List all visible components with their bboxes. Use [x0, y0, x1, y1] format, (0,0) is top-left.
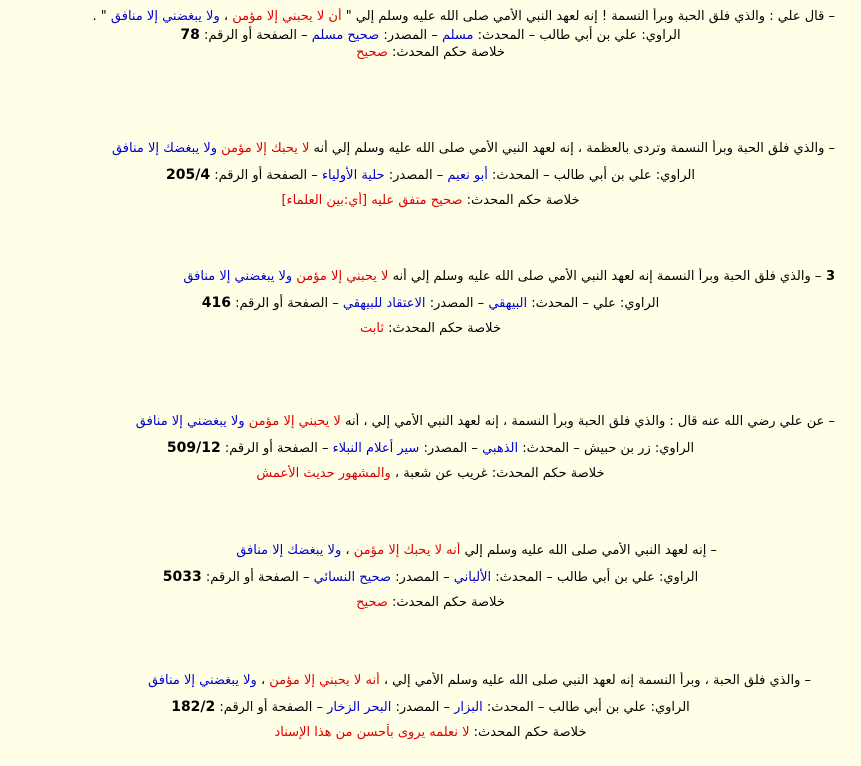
page-label: الصفحة أو الرقم:: [235, 296, 329, 311]
muhaddith-label: المحدث:: [531, 296, 579, 311]
page-label: الصفحة أو الرقم:: [214, 168, 308, 183]
hadith-highlight-red: أن لا يحبني إلا مؤمن: [232, 9, 342, 24]
hadith-highlight-blue: ولا يبغضني إلا منافق: [183, 269, 293, 284]
hadith-entry: [0, 268, 861, 338]
hadith-entry: [0, 413, 861, 483]
narrator-label: الراوي:: [650, 700, 690, 715]
hadith-text: [0, 542, 861, 560]
hadith-entry: [0, 542, 861, 612]
page-label: الصفحة أو الرقم:: [204, 28, 297, 43]
verdict-label: خلاصة حكم المحدث:: [392, 45, 505, 60]
muhaddith-label: المحدث:: [495, 570, 543, 585]
hadith-text-segment: " .: [92, 9, 111, 24]
source-link[interactable]: البحر الزخار: [327, 700, 392, 715]
page-label: الصفحة أو الرقم:: [219, 700, 313, 715]
muhaddith-label: المحدث:: [522, 441, 570, 456]
verdict-label: خلاصة حكم المحدث:: [392, 595, 505, 610]
hadith-text-segment: – قال علي : والذي فلق الحبة وبرأ النسمة ! إنه لعهد النبي الأمي صلى الله عليه وسلم إلي ": [341, 9, 835, 24]
hadith-highlight-blue: ولا يبغضني إلا منافق: [110, 9, 220, 24]
hadith-text: [0, 8, 861, 26]
hadith-text: [0, 268, 861, 286]
source-label: المصدر:: [423, 441, 468, 456]
source-link[interactable]: حلية الأولياء: [321, 168, 385, 183]
verdict-value: لا نعلمه يروى بأحسن من هذا الإسناد: [274, 725, 470, 740]
muhaddith-link[interactable]: مسلم: [441, 28, 474, 43]
narrator: علي بن أبي طالب: [553, 168, 652, 183]
hadith-text-segment: ،: [256, 673, 270, 688]
hadith-text-segment: ،: [341, 543, 354, 558]
hadith-highlight-blue: ولا يبغضك إلا منافق: [236, 543, 342, 558]
page-number: 416: [201, 295, 231, 311]
hadith-text: [0, 672, 861, 690]
verdict-value-highlight: والمشهور حديث الأعمش: [256, 466, 391, 481]
hadith-meta: الراوي: علي بن أبي طالب – المحدث: أبو نعيم – المصدر: حلية الأولياء – الصفحة أو الرقم: 205/4: [166, 167, 695, 183]
verdict-label: خلاصة حكم المحدث:: [388, 321, 501, 336]
hadith-entry: [0, 672, 861, 742]
hadith-text-segment: – عن علي رضي الله عنه قال : والذي فلق الحبة وبرأ النسمة ، إنه لعهد النبي الأمي إلي ، أنه: [340, 414, 835, 429]
page-number: 78: [180, 27, 200, 43]
narrator-label: الراوي:: [659, 570, 699, 585]
hadith-highlight-red: لا يحبك إلا مؤمن: [221, 141, 310, 156]
verdict-value: غريب عن شعبة ،: [390, 466, 488, 481]
muhaddith-link[interactable]: البزار: [454, 700, 483, 715]
page-number: 205/4: [166, 167, 211, 183]
narrator-label: الراوي:: [620, 296, 660, 311]
hadith-meta: الراوي: علي – المحدث: البيهقي – المصدر: الاعتقاد للبيهقي – الصفحة أو الرقم: 416: [201, 295, 660, 311]
source-label: المصدر:: [429, 296, 474, 311]
verdict-label: خلاصة حكم المحدث:: [466, 193, 580, 208]
muhaddith-link[interactable]: الذهبي: [482, 441, 519, 456]
hadith-highlight-red: أنه لا يحبك إلا مؤمن: [353, 543, 461, 558]
hadith-text-segment: – والذي فلق الحبة وبرأ النسمة إنه لعهد النبي الأمي صلى الله عليه وسلم إلي أنه: [388, 269, 822, 284]
narrator-label: الراوي:: [655, 168, 695, 183]
muhaddith-link[interactable]: البيهقي: [488, 296, 528, 311]
narrator: علي بن أبي طالب: [556, 570, 655, 585]
muhaddith-label: المحدث:: [492, 168, 539, 183]
hadith-highlight-blue: ولا يبغضني إلا منافق: [147, 673, 257, 688]
page-number: 182/2: [171, 699, 216, 715]
hadith-highlight-blue: ولا يبغضك إلا منافق: [111, 141, 218, 156]
hadith-verdict: [0, 724, 861, 742]
verdict-label: خلاصة حكم المحدث:: [473, 725, 587, 740]
muhaddith-link[interactable]: الألباني: [453, 570, 492, 585]
verdict-value: صحيح: [356, 45, 388, 60]
source-label: المصدر:: [395, 700, 440, 715]
hadith-entry: [0, 140, 861, 210]
hadith-verdict: [0, 320, 861, 338]
source-link[interactable]: سير أعلام النبلاء: [332, 441, 420, 456]
source-link[interactable]: صحيح النسائي: [313, 570, 392, 585]
hadith-verdict: [0, 44, 861, 62]
narrator: زر بن حبيش: [583, 441, 651, 456]
source-link[interactable]: صحيح مسلم: [311, 28, 380, 43]
page-label: الصفحة أو الرقم:: [205, 570, 299, 585]
hadith-highlight-blue: ولا يبغضني إلا منافق: [135, 414, 245, 429]
hadith-meta: الراوي: علي بن أبي طالب – المحدث: البزار – المصدر: البحر الزخار – الصفحة أو الرقم: 182/2: [171, 699, 690, 715]
verdict-value: صحيح متفق عليه [أي:بين العلماء]: [281, 193, 463, 208]
narrator: علي بن أبي طالب: [548, 700, 647, 715]
hadith-highlight-bold: 3: [821, 269, 835, 284]
hadith-verdict: [0, 465, 861, 483]
verdict-value: صحيح: [356, 595, 388, 610]
source-label: المصدر:: [383, 28, 428, 43]
hadith-verdict: [0, 192, 861, 210]
hadith-verdict: [0, 594, 861, 612]
source-label: المصدر:: [388, 168, 433, 183]
muhaddith-label: المحدث:: [486, 700, 534, 715]
hadith-text-segment: – والذي فلق الحبة ، وبرأ النسمة إنه لعهد النبي صلى الله عليه وسلم الأمي إلي ،: [379, 673, 811, 688]
source-link[interactable]: الاعتقاد للبيهقي: [342, 296, 426, 311]
page-label: الصفحة أو الرقم:: [224, 441, 318, 456]
hadith-text: [0, 140, 861, 158]
verdict-value: ثابت: [360, 321, 384, 336]
hadith-meta: الراوي: علي بن أبي طالب – المحدث: الألباني – المصدر: صحيح النسائي – الصفحة أو الرقم: 5033: [162, 569, 699, 585]
narrator: علي: [592, 296, 616, 311]
hadith-highlight-red: لا يحبني إلا مؤمن: [296, 269, 389, 284]
hadith-highlight-red: لا يحبني إلا مؤمن: [248, 414, 341, 429]
hadith-text-segment: ،: [219, 9, 233, 24]
hadith-highlight-red: أنه لا يحبني إلا مؤمن: [269, 673, 380, 688]
hadith-meta: الراوي: زر بن حبيش – المحدث: الذهبي – المصدر: سير أعلام النبلاء – الصفحة أو الرقم: 509/12: [166, 440, 695, 456]
page-number: 5033: [162, 569, 202, 585]
hadith-text: [0, 413, 861, 431]
page-number: 509/12: [166, 440, 221, 456]
hadith-entry: [0, 8, 861, 62]
hadith-meta: الراوي: علي بن أبي طالب – المحدث: مسلم – المصدر: صحيح مسلم – الصفحة أو الرقم: 78: [180, 27, 681, 43]
source-label: المصدر:: [395, 570, 439, 585]
narrator: علي بن أبي طالب: [539, 28, 638, 43]
hadith-text-segment: – والذي فلق الحبة وبرأ النسمة وتردى بالعظمة ، إنه لعهد النبي الأمي صلى الله عليه وسلم إلي أنه: [309, 141, 835, 156]
hadith-text-segment: – إنه لعهد النبي الأمي صلى الله عليه وسلم إلي: [460, 543, 717, 558]
verdict-label: خلاصة حكم المحدث:: [491, 466, 605, 481]
narrator-label: الراوي:: [654, 441, 695, 456]
muhaddith-label: المحدث:: [477, 28, 525, 43]
narrator-label: الراوي:: [641, 28, 681, 43]
muhaddith-link[interactable]: أبو نعيم: [447, 168, 488, 183]
